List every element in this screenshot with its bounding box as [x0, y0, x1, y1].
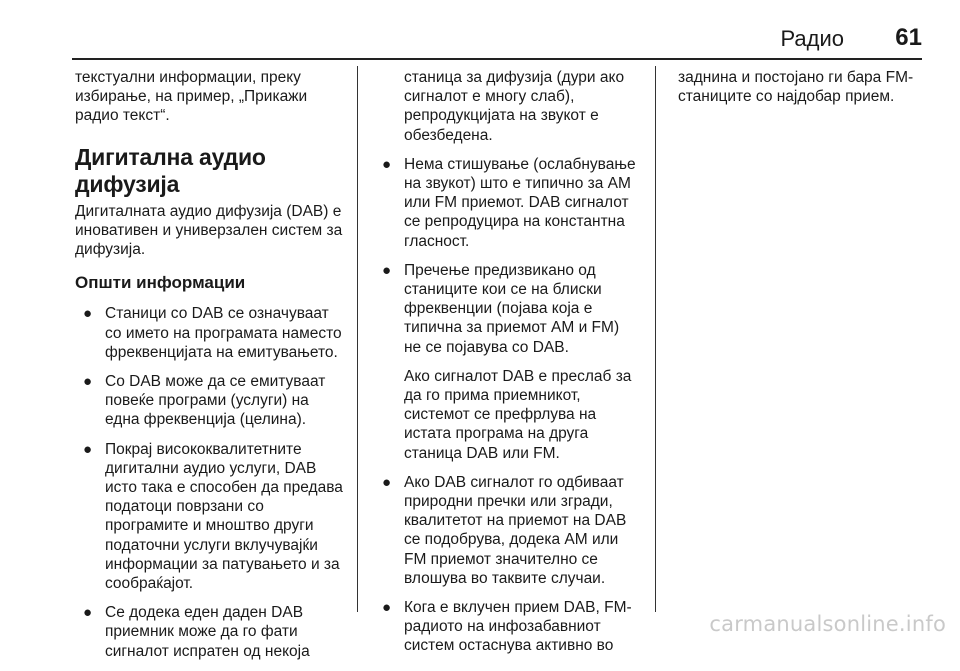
bullet-icon: ● [382, 473, 392, 491]
column-divider [655, 66, 656, 612]
bullet-icon: ● [83, 440, 93, 458]
list-item [374, 598, 636, 656]
page-header [72, 22, 922, 60]
list-item [75, 304, 347, 362]
continuation-paragraph: станица за дифузија (дури ако сигналот е многу слаб), репродукцијата на звукот е обезбедена. [404, 69, 625, 144]
list-item-text: Пречење предизвикано од станиците кои се на блиски фреквенции (појава која е типична за приемот AM и FM) не се појавува со DAB. [404, 261, 620, 356]
list-item-text: Кога е вклучен прием DAB, FM-радиото на инфозабавниот систем остаснува активно во [404, 599, 632, 655]
column-2 [374, 68, 636, 666]
bullet-icon: ● [382, 155, 392, 173]
bullet-icon: ● [83, 604, 93, 622]
column-3 [678, 68, 928, 106]
list-item [374, 155, 636, 251]
page-title: Радио [780, 26, 844, 51]
section-heading: Дигитална аудио дифузија [75, 143, 266, 197]
list-item-text: Покрај висококвалитетните дигитални аудио услуги, DAB исто така е способен да предава податоци поврзани со програмите и мноштво други податочни услуги вклучувајќи информации за патувањето и за сообраќајот. [105, 440, 343, 593]
list-item-text: Станици со DAB се означуваат со името на програмата наместо фреквенцијата на емитувањето. [105, 305, 342, 361]
page-number: 61 [895, 24, 922, 51]
bullet-icon: ● [382, 261, 392, 279]
list-item-subparagraph: Ако сигналот DAB е преслаб за да го прима приемникот, системот се префрлува на истата програма на друга станица DAB или FM. [404, 367, 632, 462]
list-item-text: Нема стишување (ослабнување на звукот) што е типично за AM или FM приемот. DAB сигналот се репродуцира на константна гласност. [404, 155, 636, 250]
bullet-icon: ● [83, 373, 93, 391]
section-description: Дигиталната аудио дифузија (DAB) е иновативен и универзален систем за дифузија. [75, 202, 343, 259]
continuation-paragraph: заднина и постојано ги бара FM-станиците со најдобар прием. [678, 69, 914, 106]
bullet-icon: ● [382, 599, 392, 617]
list-item [75, 603, 347, 661]
list-item-text: Ако DAB сигналот го одбиваат природни пречки или згради, квалитетот на приемот на DAB се подобрува, додека AM или FM приемот значително се влошува во таквите случаи. [404, 473, 627, 587]
list-item-text: Се додека еден даден DAB приемник може да го фати сигналот испратен од некоја [105, 604, 310, 660]
bullet-icon: ● [83, 305, 93, 323]
site-watermark: carmanualsonline.info [709, 612, 946, 636]
column-divider [357, 66, 358, 612]
subsection-heading: Општи информации [75, 273, 246, 293]
bullet-list [374, 155, 636, 656]
intro-paragraph: текстуални информации, преку избирање, на пример, „Прикажи радио текст“. [75, 69, 308, 125]
list-item-text: Со DAB може да се емитуваат повеќе програми (услуги) на една фреквенција (целина). [105, 373, 326, 429]
list-item [374, 261, 636, 463]
bullet-list [75, 304, 347, 660]
column-1 [75, 68, 347, 671]
list-item [75, 440, 347, 594]
list-item [374, 473, 636, 588]
list-item [75, 372, 347, 430]
